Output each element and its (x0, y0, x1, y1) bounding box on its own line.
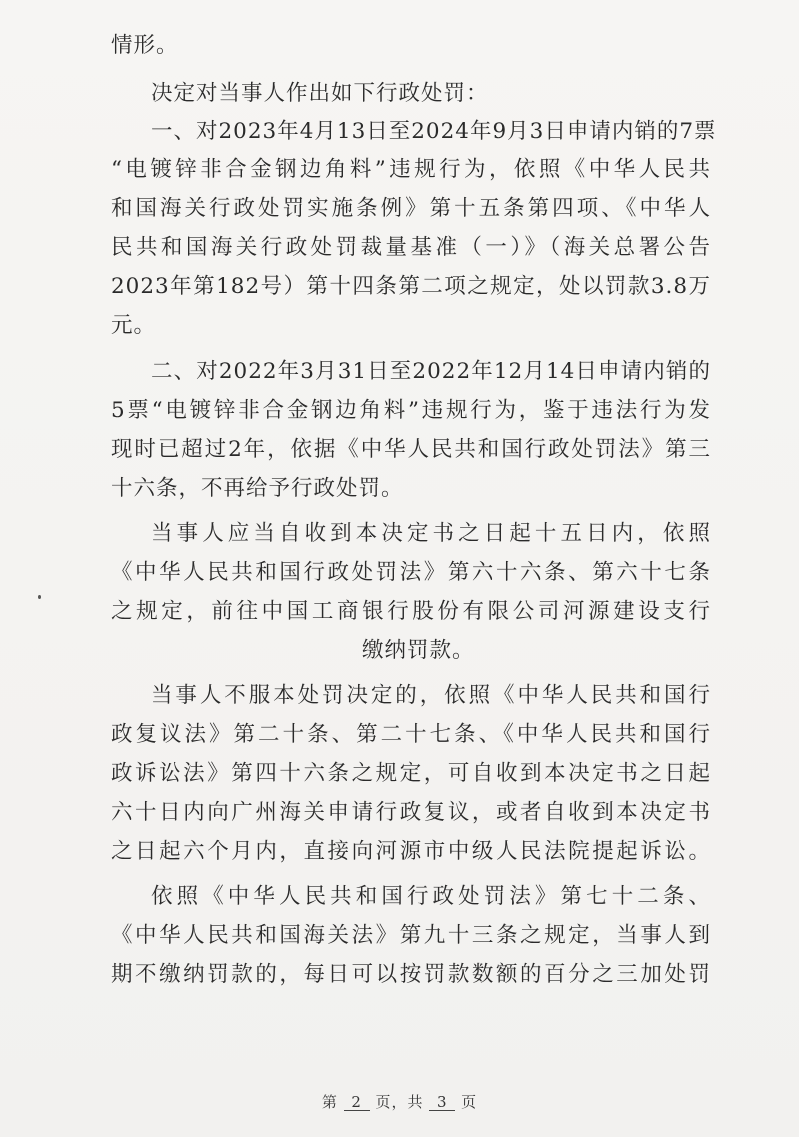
text-line: 当事人应当自收到本决定书之日起十五日内，依照 (151, 521, 711, 546)
text-line: 二、对2022年3月31日至2022年12月14日申请内销的 (151, 359, 711, 384)
text-line: 决定对当事人作出如下行政处罚： (151, 81, 489, 106)
text-line: 当事人不服本处罚决定的，依照《中华人民共和国行 (151, 683, 711, 708)
text-line: 十六条，不再给予行政处罚。 (111, 476, 404, 501)
text-line: 政诉讼法》第四十六条之规定，可自收到本决定书之日起 (111, 761, 711, 786)
text-line: 缴纳罚款。 (362, 638, 475, 663)
text-line: 《中华人民共和国行政处罚法》第六十六条、第六十七条 (111, 560, 711, 585)
text-line: 依照《中华人民共和国行政处罚法》第七十二条、 (151, 884, 711, 909)
text-line: 之日起六个月内，直接向河源市中级人民法院提起诉讼。 (111, 839, 711, 864)
footer-suffix: 页 (461, 1093, 478, 1111)
text-line: 六十日内向广州海关申请行政复议，或者自收到本决定书 (111, 800, 711, 825)
text-line: 民共和国海关行政处罚裁量基准（一）》（海关总署公告 (111, 235, 711, 260)
text-line: 元。 (111, 313, 157, 338)
text-line: 和国海关行政处罚实施条例》第十五条第四项、《中华人 (111, 196, 711, 221)
scan-speck (38, 595, 41, 599)
text-line: 5票“电镀锌非合金钢边角料”违规行为，鉴于违法行为发 (111, 398, 711, 423)
text-line: 《中华人民共和国海关法》第九十三条之规定，当事人到 (111, 923, 711, 948)
page-footer (0, 1091, 799, 1112)
text-line: 之规定，前往中国工商银行股份有限公司河源建设支行 (111, 599, 711, 624)
text-line: 现时已超过2年，依据《中华人民共和国行政处罚法》第三 (111, 437, 711, 462)
text-line: 2023年第182号）第十四条第二项之规定，处以罚款3.8万 (111, 274, 711, 299)
total-page-number: 3 (429, 1094, 455, 1111)
text-line: “电镀锌非合金钢边角料”违规行为，依照《中华人民共 (111, 157, 711, 182)
current-page-number: 2 (344, 1094, 370, 1111)
text-line: 政复议法》第二十条、第二十七条、《中华人民共和国行 (111, 722, 711, 747)
footer-prefix: 第 (321, 1093, 338, 1111)
text-line: 期不缴纳罚款的，每日可以按罚款数额的百分之三加处罚 (111, 962, 711, 987)
text-line: 一、对2023年4月13日至2024年9月3日申请内销的7票 (151, 119, 717, 144)
footer-middle: 页，共 (375, 1093, 424, 1111)
text-line: 情形。 (111, 33, 179, 58)
